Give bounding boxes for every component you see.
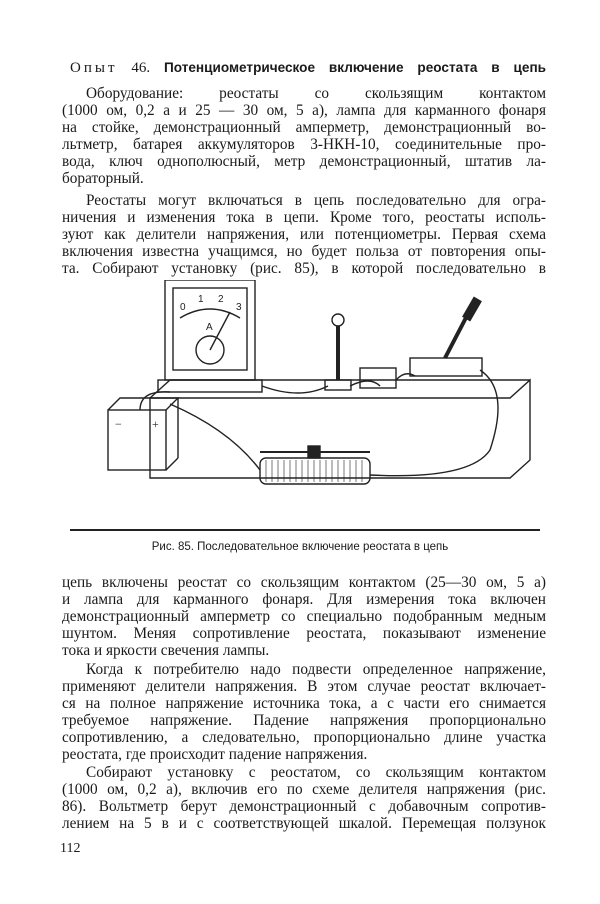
- text-line: тока и яркости свечения лампы.: [62, 642, 270, 659]
- text-line: шунтом. Меняя сопротивление реостата, показывают изменение: [62, 625, 546, 642]
- heading-prefix: Опыт: [70, 60, 118, 76]
- dial-label: 3: [236, 302, 242, 313]
- heading-number: 46.: [131, 60, 151, 76]
- text-line: сопротивлению, а следовательно, пропорционально длине участка: [62, 729, 546, 746]
- text-line: Собирают установку с реостатом, со скользящим контактом: [86, 764, 546, 781]
- experiment-heading: [70, 60, 546, 77]
- text-line: ничения и изменения тока в цепи. Кроме того, реостаты исполь-: [62, 209, 546, 226]
- wire: [350, 381, 380, 386]
- text-line: применяют делители напряжения. В этом случае реостат включает-: [62, 678, 546, 695]
- text-line: (1000 ом, 0,2 а и 25 — 30 ом, 5 а), лампа для карманного фонаря: [62, 102, 546, 119]
- text-line: бораторный.: [62, 170, 144, 187]
- text-line: и лампа для карманного фонаря. Для измерения тока включен: [62, 591, 546, 608]
- figure-caption: Рис. 85. Последовательное включение реостата в цепь: [151, 541, 449, 553]
- text-line: реостата, где происходит падение напряжения.: [62, 746, 368, 763]
- dial-label: 2: [218, 294, 224, 305]
- text-line: Когда к потребителю надо подвести определенное напряжение,: [86, 661, 546, 678]
- text-line: льтметр, батарея аккумуляторов 3-НКН-10, соединительные про-: [62, 136, 546, 153]
- single-pole-key: [410, 297, 482, 376]
- wire: [140, 392, 170, 410]
- text-line: на стойке, демонстрационный амперметр, демонстрационный во-: [62, 119, 546, 136]
- lamp-stand: [325, 314, 351, 390]
- text-line: требуемое напряжение. Падение напряжения пропорционально: [62, 712, 546, 729]
- wire: [396, 374, 415, 380]
- svg-text:−: −: [115, 417, 122, 431]
- dial-label: 0: [180, 302, 186, 313]
- text-line: (1000 ом, 0,2 а), включив его по схеме делителя напряжения (рис.: [62, 781, 546, 798]
- text-line: Оборудование: реостаты со скользящим контактом: [86, 85, 546, 102]
- text-line: лением на 5 в и с соответствующей шкалой. Перемещая ползунок: [62, 815, 546, 832]
- page-number: 112: [60, 841, 81, 856]
- text-line: включения известна учащимся, но будет польза от повторения опы-: [62, 243, 546, 260]
- text-line: 86). Вольтметр берут демонстрационный с добавочным сопротив-: [62, 798, 546, 815]
- dial-unit: A: [206, 322, 213, 333]
- text-line: зуют как делители напряжения, или потенциометры. Первая схема: [62, 226, 546, 243]
- dial-label: 1: [198, 294, 204, 305]
- heading-title: Потенциометрическое включение реостата в цепь: [163, 60, 547, 75]
- ammeter: [158, 280, 262, 392]
- figure-apparatus: [70, 280, 540, 535]
- wire: [262, 386, 328, 393]
- text-line: демонстрационный амперметр со специально подобранным медным: [62, 608, 546, 625]
- wire: [170, 404, 260, 470]
- text-line: цепь включены реостат со скользящим контактом (25—30 ом, 5 а): [62, 574, 546, 591]
- svg-text:+: +: [152, 417, 159, 431]
- text-line: ся на полное напряжение источника тока, а с части его снимается: [62, 695, 546, 712]
- battery: [108, 398, 178, 470]
- text-line: Реостаты могут включаться в цепь последовательно для огра-: [86, 192, 546, 209]
- text-line: вода, ключ однополюсный, метр демонстрационный, штатив ла-: [62, 153, 546, 170]
- wire: [370, 370, 498, 476]
- text-line: та. Собирают установку (рис. 85), в которой последовательно в: [62, 260, 546, 277]
